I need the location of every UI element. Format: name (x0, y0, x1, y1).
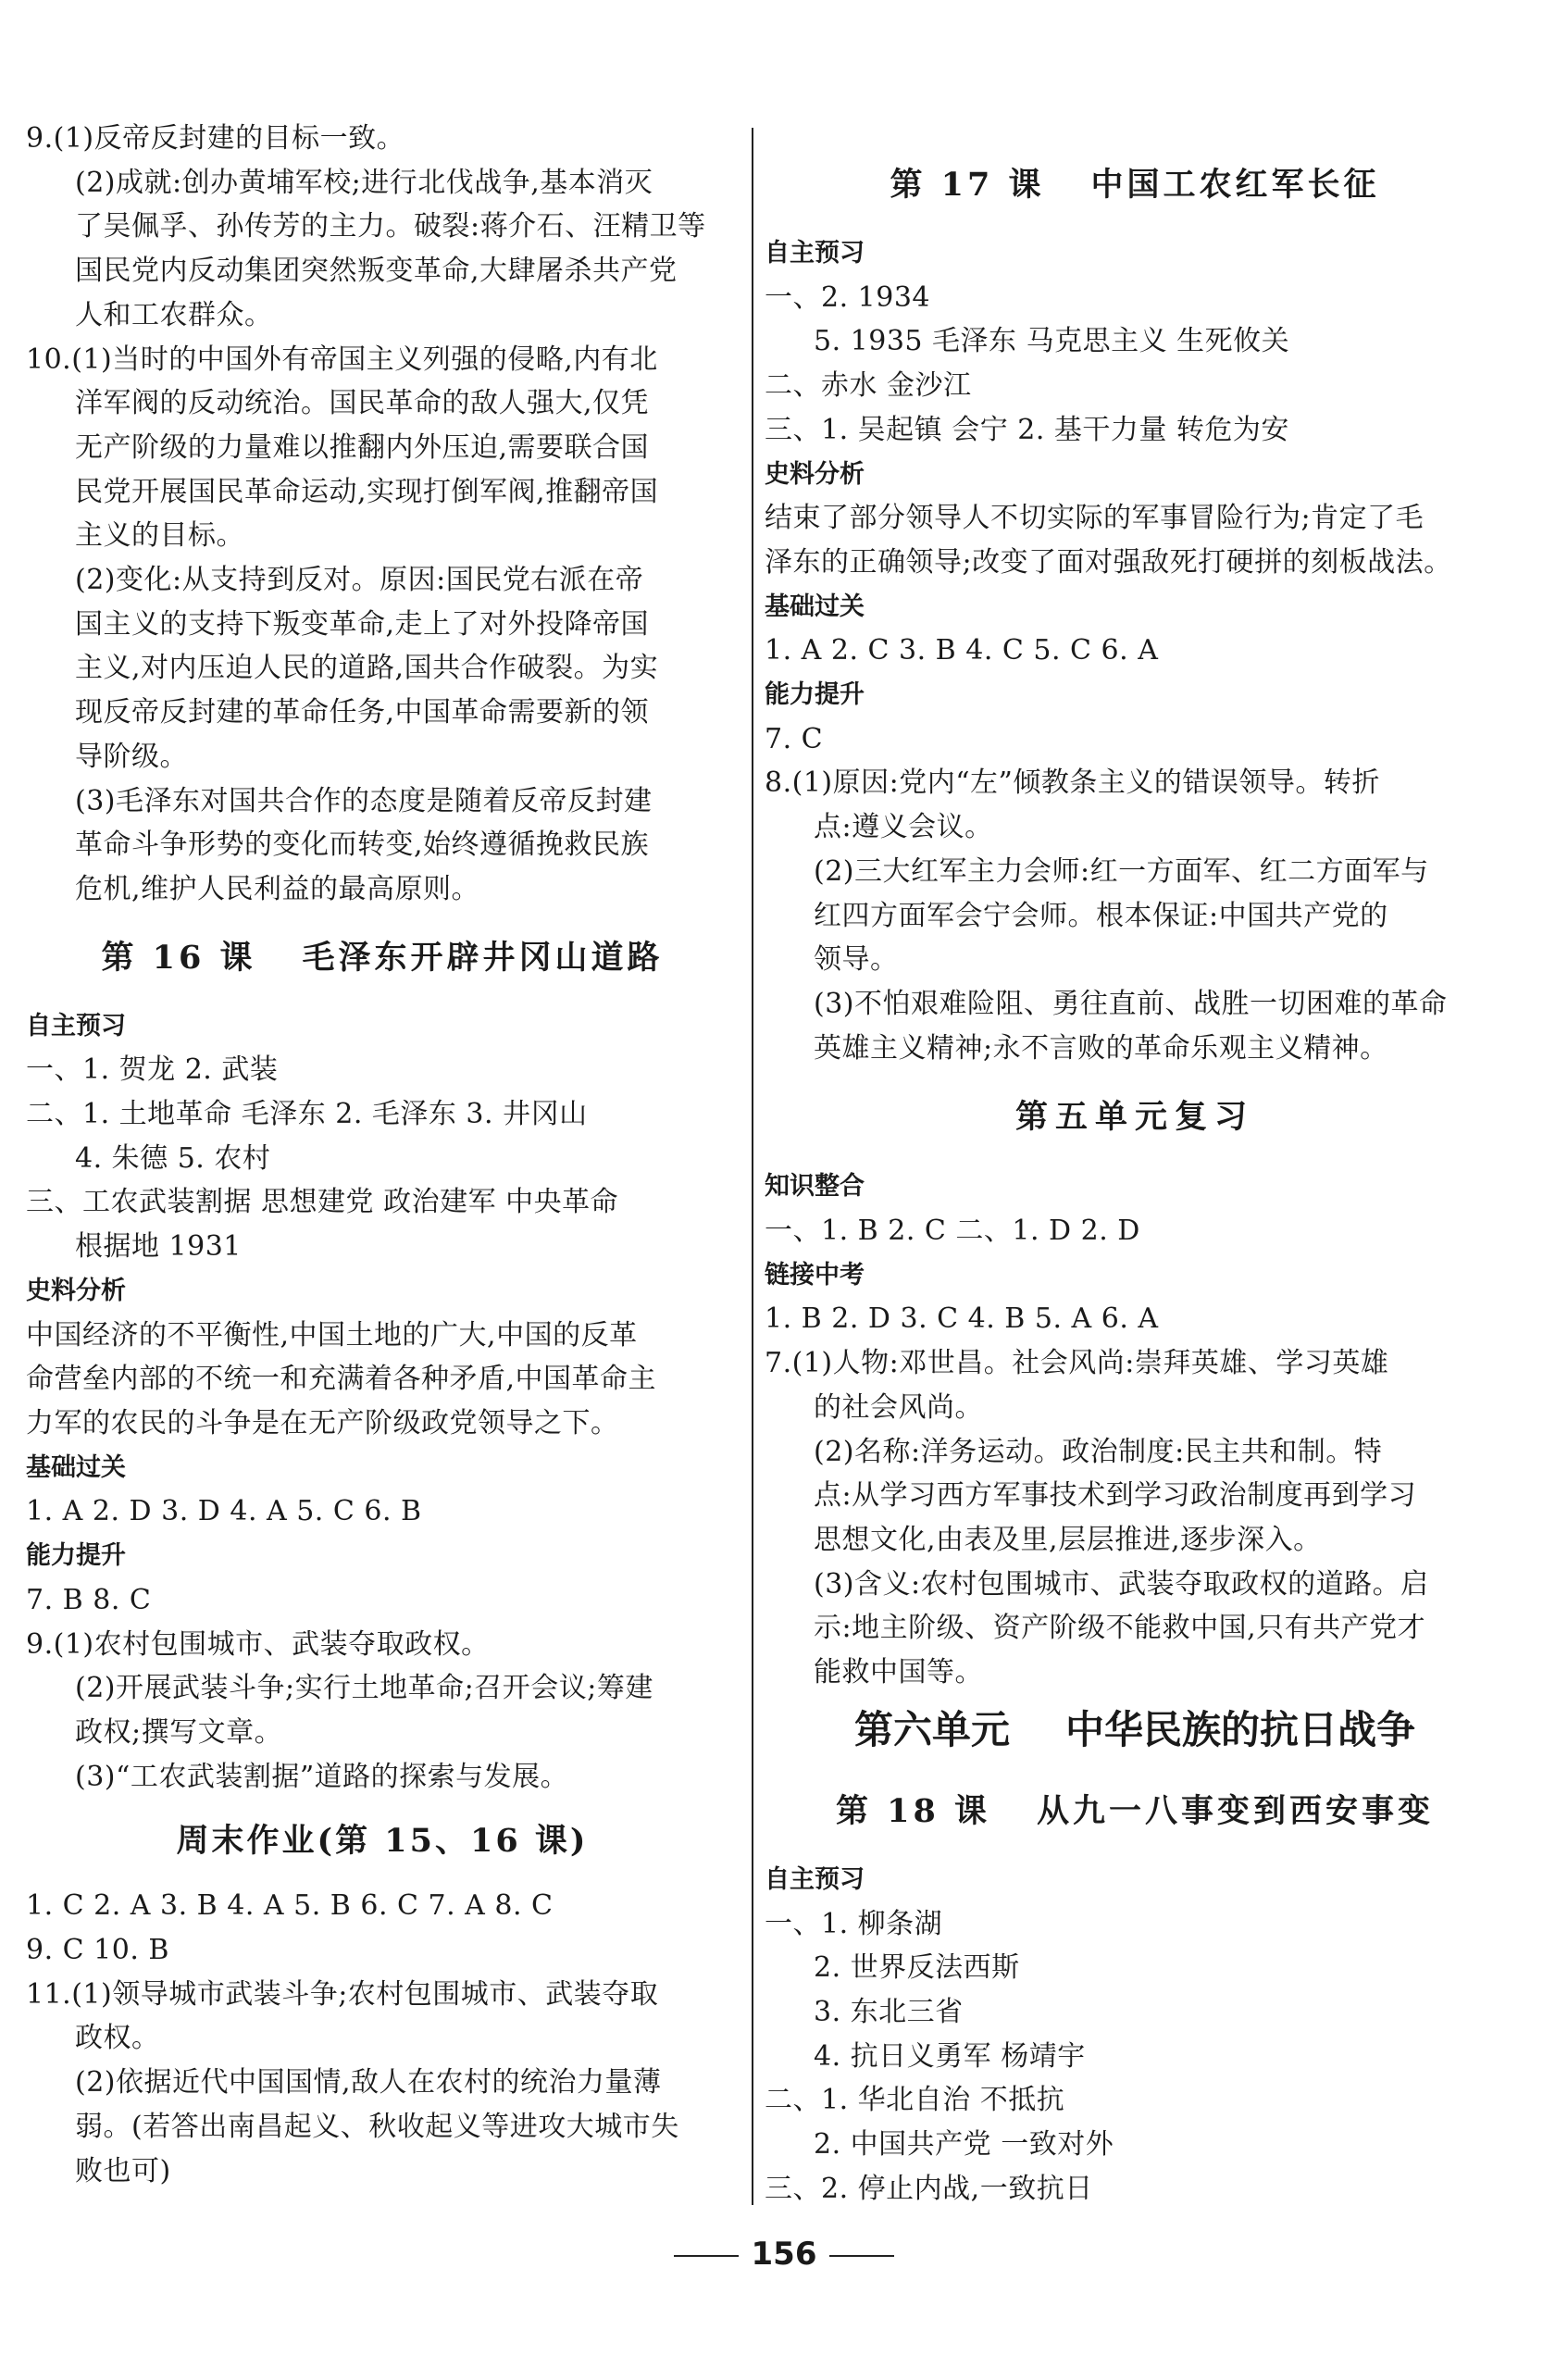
answer-line: 三、1. 吴起镇 会宁 2. 基干力量 转危为安 (765, 413, 1289, 446)
page-number: 156 (751, 2236, 817, 2273)
answer-line: 一、2. 1934 (765, 280, 931, 314)
unit-title: 中华民族的抗日战争 (1065, 1706, 1416, 1752)
answer-line: 了吴佩孚、孙传芳的主力。破裂:蒋介石、汪精卫等 (75, 210, 706, 243)
right-column (765, 139, 1505, 2211)
left-column (26, 117, 739, 2193)
answer-line: 无产阶级的力量难以推翻内外压迫,需要联合国 (75, 430, 650, 464)
section-label: 自主预习 (765, 239, 865, 268)
answer-line: 9.(1)农村包围城市、武装夺取政权。 (26, 1627, 490, 1661)
footer-dash-right (829, 2255, 894, 2257)
lesson-heading (26, 912, 739, 1004)
unit-heading (765, 1695, 1505, 1765)
answer-line: 结束了部分领导人不切实际的军事冒险行为;肯定了毛 (765, 502, 1425, 535)
answer-line: 1. C 2. A 3. B 4. A 5. B 6. C 7. A 8. C (26, 1889, 554, 1923)
answer-line: 中国经济的不平衡性,中国土地的广大,中国的反革 (26, 1318, 638, 1352)
answer-line: (3)“工农武装割据”道路的探索与发展。 (75, 1760, 569, 1793)
lesson-heading (765, 1765, 1505, 1858)
answer-line: 1. B 2. D 3. C 4. B 5. A 6. A (765, 1302, 1159, 1336)
section-label: 史料分析 (26, 1276, 126, 1305)
section-label: 基础过关 (765, 592, 865, 621)
answer-line: 国主义的支持下叛变革命,走上了对外投降帝国 (75, 607, 650, 641)
answer-line: (3)不怕艰难险阻、勇往直前、战胜一切困难的革命 (814, 987, 1448, 1020)
answer-line: 国民党内反动集团突然叛变革命,大肆屠杀共产党 (75, 255, 678, 288)
section-label: 史料分析 (765, 459, 865, 489)
lesson-title: 中国工农红军长征 (1090, 166, 1380, 204)
answer-line: 危机,维护人民利益的最高原则。 (75, 872, 480, 905)
lesson-number: 第 18 课 (835, 1791, 991, 1830)
section-label: 能力提升 (26, 1541, 126, 1571)
answer-line: 2. 世界反法西斯 (814, 1951, 1020, 1985)
answer-line: 政权;撰写文章。 (75, 1715, 283, 1749)
answer-line: 3. 东北三省 (814, 1995, 964, 2028)
lesson-title: 毛泽东开辟井冈山道路 (302, 938, 664, 977)
answer-line: (2)开展武装斗争;实行土地革命;召开会议;筹建 (75, 1672, 653, 1705)
answer-line: 泽东的正确领导;改变了面对强敌死打硬拼的刻板战法。 (765, 545, 1452, 579)
answer-line: 一、1. 柳条湖 (765, 1907, 943, 1940)
answer-line: 4. 抗日义勇军 杨靖宇 (814, 2039, 1086, 2073)
answer-line: (2)依据近代中国国情,敌人在农村的统治力量薄 (75, 2066, 662, 2100)
answer-line: 7. B 8. C (26, 1583, 152, 1616)
answer-line: 的社会风尚。 (814, 1390, 983, 1424)
answer-line: 二、赤水 金沙江 (765, 369, 972, 403)
answer-line: 导阶级。 (75, 740, 188, 773)
answer-line: 9. C 10. B (26, 1934, 169, 1967)
answer-line: 点:遵义会议。 (814, 811, 993, 844)
answer-line: 主义的目标。 (75, 519, 244, 553)
answer-line: 10.(1)当时的中国外有帝国主义列强的侵略,内有北 (26, 343, 658, 376)
answer-line: 二、1. 华北自治 不抵抗 (765, 2084, 1065, 2117)
answer-line: 力军的农民的斗争是在无产阶级政党领导之下。 (26, 1406, 619, 1439)
answer-line: 三、2. 停止内战,一致抗日 (765, 2172, 1093, 2205)
lesson-number: 第 17 课 (890, 166, 1045, 204)
answer-line: 红四方面军会宁会师。根本保证:中国共产党的 (814, 899, 1388, 932)
answer-line: 1. A 2. D 3. D 4. A 5. C 6. B (26, 1495, 422, 1528)
answer-line: 示:地主阶级、资产阶级不能救中国,只有共产党才 (814, 1612, 1426, 1645)
answer-line: (2)变化:从支持到反对。原因:国民党右派在帝 (75, 564, 644, 597)
lesson-heading (765, 139, 1505, 231)
answer-line: 政权。 (75, 2022, 160, 2055)
answer-line: 革命斗争形势的变化而转变,始终遵循挽救民族 (75, 829, 650, 862)
answer-line: 败也可) (75, 2154, 171, 2187)
answer-line: (3)含义:农村包围城市、武装夺取政权的道路。启 (814, 1567, 1429, 1601)
answer-line: 弱。(若答出南昌起义、秋收起义等进攻大城市失 (75, 2110, 679, 2143)
page-number-footer (0, 2236, 1568, 2273)
answer-line: 命营垒内部的不统一和充满着各种矛盾,中国革命主 (26, 1363, 657, 1396)
answer-line: 4. 朱德 5. 农村 (75, 1141, 271, 1175)
section-label: 能力提升 (765, 680, 865, 710)
answer-line: 点:从学习西方军事技术到学习政治制度再到学习 (814, 1479, 1417, 1513)
answer-line: 根据地 1931 (75, 1230, 242, 1264)
answer-line: 人和工农群众。 (75, 298, 273, 331)
answer-line: 7. C (765, 722, 824, 755)
answer-line: 思想文化,由表及里,层层推进,逐步深入。 (814, 1523, 1322, 1556)
answer-line: 一、1. B 2. C 二、1. D 2. D (765, 1215, 1140, 1248)
footer-dash-left (674, 2255, 739, 2257)
answer-line: 英雄主义精神;永不言败的革命乐观主义精神。 (814, 1031, 1388, 1065)
answer-line: 7.(1)人物:邓世昌。社会风尚:崇拜英雄、学习英雄 (765, 1347, 1389, 1380)
answer-line: 1. A 2. C 3. B 4. C 5. C 6. A (765, 634, 1159, 667)
section-label: 基础过关 (26, 1452, 126, 1482)
answer-line: 领导。 (814, 943, 899, 977)
answer-line: 11.(1)领导城市武装斗争;农村包围城市、武装夺取 (26, 1977, 659, 2011)
answer-line: (2)三大红军主力会师:红一方面军、红二方面军与 (814, 854, 1429, 888)
answer-line: 8.(1)原因:党内“左”倾教条主义的错误领导。转折 (765, 766, 1380, 800)
answer-line: 现反帝反封建的革命任务,中国革命需要新的领 (75, 696, 650, 729)
section-label: 自主预习 (765, 1864, 865, 1894)
lesson-number: 第 16 课 (101, 938, 256, 977)
section-label: 链接中考 (765, 1260, 865, 1290)
answer-line: 民党开展国民革命运动,实现打倒军阀,推翻帝国 (75, 475, 659, 508)
answer-line: 9.(1)反帝反封建的目标一致。 (26, 122, 405, 155)
answer-line: 二、1. 土地革命 毛泽东 2. 毛泽东 3. 井冈山 (26, 1098, 588, 1131)
section-label: 知识整合 (765, 1172, 865, 1202)
unit-review-heading: 第五单元复习 (1014, 1098, 1254, 1137)
weekly-homework-heading: 周末作业(第 15、16 课) (176, 1822, 589, 1861)
answer-line: 一、1. 贺龙 2. 武装 (26, 1053, 279, 1087)
answer-line: (2)成就:创办黄埔军校;进行北伐战争,基本消灭 (75, 166, 653, 199)
unit-number: 第六单元 (853, 1706, 1010, 1752)
answer-line: 2. 中国共产党 一致对外 (814, 2128, 1114, 2162)
column-divider (752, 128, 753, 2205)
answer-line: (2)名称:洋务运动。政治制度:民主共和制。特 (814, 1435, 1383, 1468)
lesson-title: 从九一八事变到西安事变 (1037, 1791, 1435, 1830)
answer-line: 洋军阀的反动统治。国民革命的敌人强大,仅凭 (75, 387, 650, 420)
answer-line: 主义,对内压迫人民的道路,国共合作破裂。为实 (75, 652, 659, 685)
answer-line: 5. 1935 毛泽东 马克思主义 生死攸关 (814, 325, 1290, 358)
answer-line: 能救中国等。 (814, 1656, 983, 1689)
section-label: 自主预习 (26, 1011, 126, 1040)
answer-line: (3)毛泽东对国共合作的态度是随着反帝反封建 (75, 784, 653, 817)
answer-line: 三、工农武装割据 思想建党 政治建军 中央革命 (26, 1186, 619, 1219)
